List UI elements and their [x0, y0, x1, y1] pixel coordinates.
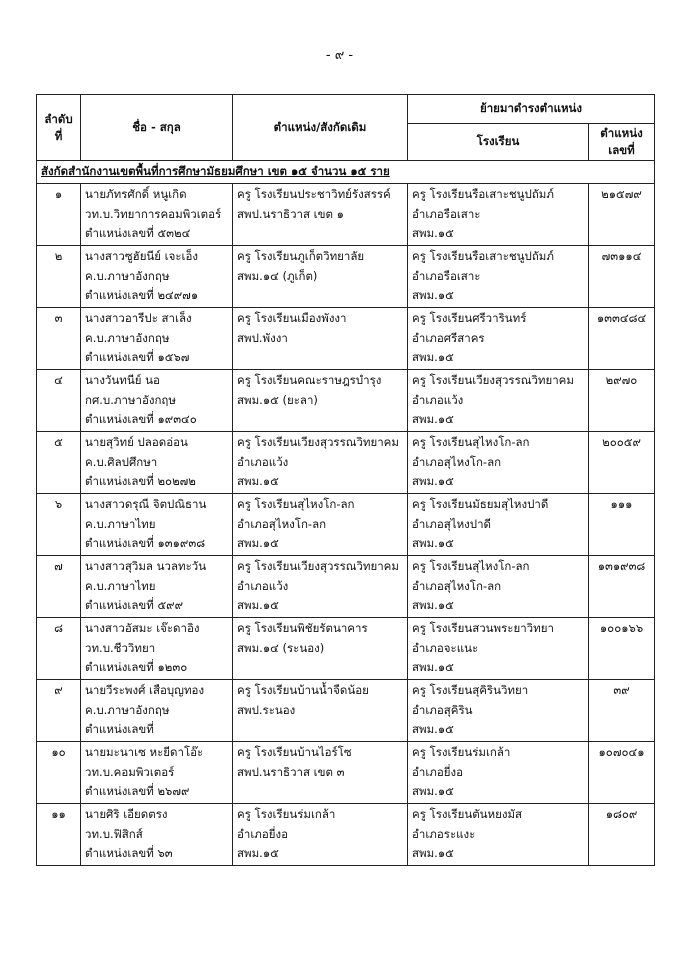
cell-school-line: ครู โรงเรียนตันหยงมัส: [412, 807, 523, 821]
cell-origin-line: ครู โรงเรียนเวียงสุวรรณวิทยาคม: [237, 435, 399, 449]
cell-school-line: อำเภอยี่งอ: [412, 764, 464, 779]
cell-school-line: สพม.๑๕: [412, 660, 454, 674]
cell-school: [408, 804, 589, 866]
cell-origin-line: [237, 286, 403, 306]
cell-name-line: วท.บ.คอมพิวเตอร์: [85, 764, 175, 779]
cell-school-line: ครู โรงเรียนสวนพระยาวิทยา: [412, 621, 554, 635]
cell-name-line: ตำแหน่งเลขที่ ๑๕๖๗: [85, 350, 190, 364]
cell-origin-line: ครู โรงเรียนบ้านน้ำจืดน้อย: [237, 683, 369, 697]
cell-origin: [233, 308, 408, 370]
cell-school-line: อำเภอแว้ง: [412, 392, 464, 407]
table-row: [37, 556, 655, 618]
cell-school-line: สพม.๑๕: [412, 288, 454, 302]
header-seq-bottom: ที่: [54, 128, 63, 143]
cell-school-line: ครู โรงเรียนร่มเกล้า: [412, 745, 511, 759]
cell-school: [408, 618, 589, 680]
cell-school-line: อำเภอจะแนะ: [412, 640, 479, 655]
page-number: - ๙ -: [325, 48, 354, 63]
cell-seq: ๓: [37, 308, 81, 370]
section-title: สังกัดสำนักงานเขตพื้นที่การศึกษามัธยมศึกษา เขต ๑๕ จำนวน ๑๕ ราย: [37, 161, 655, 184]
cell-origin-line: ครู โรงเรียนพิชัยรัตนาคาร: [237, 621, 368, 635]
table-row: [37, 494, 655, 556]
cell-origin-line: [237, 658, 403, 678]
cell-school-line: สพม.๑๕: [412, 784, 454, 798]
cell-position-no: ๑๓๑๙๓๘: [589, 556, 655, 618]
cell-school-line: ครู โรงเรียนรือเสาะชนูปถัมภ์: [412, 187, 554, 201]
cell-origin-line: สพม.๑๔ (ภูเก็ต): [237, 268, 318, 283]
cell-position-no: ๑๐๐๑๖๖: [589, 618, 655, 680]
cell-origin-line: ครู โรงเรียนร่มเกล้า: [237, 807, 336, 821]
cell-school: [408, 308, 589, 370]
cell-seq: ๖: [37, 494, 81, 556]
cell-school-line: สพม.๑๕: [412, 598, 454, 612]
cell-name-line: นางสาวดรุณี จิตปณิธาน: [85, 497, 207, 511]
cell-seq: ๕: [37, 432, 81, 494]
cell-school-line: อำเภอรือเสาะ: [412, 206, 481, 221]
cell-seq: ๒: [37, 246, 81, 308]
cell-name: [81, 556, 233, 618]
cell-name-line: นายภัทรศักดิ์ หนูเกิด: [85, 187, 187, 201]
cell-name-line: ค.บ.ภาษาไทย: [85, 578, 156, 593]
cell-position-no: ๒๐๐๕๙: [589, 432, 655, 494]
cell-name: [81, 680, 233, 742]
header-name: ชื่อ - สกุล: [81, 95, 233, 161]
cell-name-line: นางสาวอัสมะ เจ๊ะดาอิง: [85, 621, 200, 635]
cell-origin-line: [237, 410, 403, 430]
cell-school-line: ครู โรงเรียนศรีวารินทร์: [412, 311, 527, 325]
cell-name: [81, 370, 233, 432]
cell-origin-line: ครู โรงเรียนบ้านไอร์โซ: [237, 745, 352, 759]
cell-origin: [233, 556, 408, 618]
cell-school-line: อำเภอสุคิริน: [412, 702, 473, 717]
cell-school-line: สพม.๑๕: [412, 412, 454, 426]
table-row: [37, 680, 655, 742]
cell-position-no: ๗๓๑๑๔: [589, 246, 655, 308]
cell-position-no: ๑๐๗๐๔๑: [589, 742, 655, 804]
cell-seq: ๗: [37, 556, 81, 618]
cell-name-line: ตำแหน่งเลขที่ ๑๓๑๙๓๘: [85, 536, 206, 550]
cell-school: [408, 246, 589, 308]
cell-position-no: ๓๙: [589, 680, 655, 742]
cell-school: [408, 370, 589, 432]
section-row: [37, 161, 655, 184]
cell-origin: [233, 494, 408, 556]
cell-name-line: นายศิริ เอียดตรง: [85, 807, 168, 821]
cell-school-line: อำเภอศรีสาคร: [412, 330, 485, 345]
cell-origin: [233, 432, 408, 494]
header-school: โรงเรียน: [408, 124, 589, 161]
cell-origin-line: สพม.๑๕: [237, 536, 279, 550]
cell-name: [81, 804, 233, 866]
cell-school-line: สพม.๑๕: [412, 846, 454, 860]
cell-origin-line: ครู โรงเรียนประชาวิทย์รังสรรค์: [237, 187, 391, 201]
header-position-origin: ตำแหน่ง/สังกัดเดิม: [233, 95, 408, 161]
table-row: [37, 432, 655, 494]
header-position-no: [589, 124, 655, 161]
cell-origin: [233, 246, 408, 308]
header-position-no-top: ตำแหน่ง: [600, 126, 643, 140]
cell-name-line: ตำแหน่งเลขที่ ๕๙๙: [85, 598, 184, 612]
cell-school-line: สพม.๑๕: [412, 350, 454, 364]
cell-name: [81, 184, 233, 246]
cell-school-line: ครู โรงเรียนสุคิรินวิทยา: [412, 683, 529, 697]
table-row: [37, 184, 655, 246]
cell-origin-line: ครู โรงเรียนเมืองพังงา: [237, 311, 347, 325]
cell-seq: ๔: [37, 370, 81, 432]
cell-name: [81, 618, 233, 680]
cell-origin-line: สพม.๑๕: [237, 474, 279, 488]
cell-position-no: ๑๑๑: [589, 494, 655, 556]
cell-school-line: อำเภอระแงะ: [412, 826, 476, 841]
cell-name-line: นางสาวอารีปะ สาเล็ง: [85, 311, 192, 325]
cell-position-no: ๑๓๓๔๘๔: [589, 308, 655, 370]
cell-school: [408, 556, 589, 618]
cell-name-line: ตำแหน่งเลขที่ ๒๖๗๙: [85, 784, 190, 798]
cell-origin-line: สพม.๑๔ (ระนอง): [237, 640, 325, 655]
cell-name: [81, 432, 233, 494]
cell-name-line: วท.บ.ชีววิทยา: [85, 640, 156, 655]
table-row: [37, 618, 655, 680]
table-row: [37, 246, 655, 308]
cell-origin: [233, 184, 408, 246]
cell-name-line: ค.บ.ภาษาอังกฤษ: [85, 268, 170, 283]
cell-school-line: สพม.๑๕: [412, 722, 454, 736]
cell-origin-line: สพม.๑๕: [237, 598, 279, 612]
header-position-no-bottom: เลขที่: [608, 143, 635, 157]
cell-school-line: อำเภอรือเสาะ: [412, 268, 481, 283]
cell-name-line: ตำแหน่งเลขที่ ๑๒๓๐: [85, 660, 188, 674]
table-row: [37, 370, 655, 432]
cell-name-line: ตำแหน่งเลขที่ ๒๐๒๗๒: [85, 474, 196, 488]
cell-name: [81, 246, 233, 308]
cell-name-line: ตำแหน่งเลขที่ ๖๓: [85, 846, 173, 860]
cell-origin-line: อำเภอสุไหงโก-ลก: [237, 516, 327, 531]
cell-name-line: ตำแหน่งเลขที่: [85, 722, 154, 736]
cell-origin-line: สพป.ระนอง: [237, 702, 296, 717]
cell-origin: [233, 680, 408, 742]
cell-school: [408, 184, 589, 246]
cell-origin-line: สพป.นราธิวาส เขต ๑: [237, 206, 344, 221]
cell-school-line: อำเภอสุไหงโก-ลก: [412, 578, 502, 593]
cell-name-line: ค.บ.ภาษาอังกฤษ: [85, 702, 170, 717]
cell-origin-line: สพม.๑๕ (ยะลา): [237, 392, 318, 407]
table-row: [37, 308, 655, 370]
cell-name-line: นายมะนาเซ หะยีดาโอ๊ะ: [85, 745, 204, 759]
header-moved-to: ย้ายมาดำรงตำแหน่ง: [408, 95, 655, 124]
cell-name-line: นางวันทนีย์ นอ: [85, 373, 160, 387]
cell-school-line: ครู โรงเรียนสุไหงโก-ลก: [412, 435, 530, 449]
cell-name-line: นางสาวสุวิมล นวลทะวัน: [85, 559, 207, 573]
cell-school: [408, 680, 589, 742]
cell-name-line: ค.บ.ศิลปศึกษา: [85, 454, 158, 469]
header-seq: [37, 95, 81, 161]
cell-origin-line: [237, 782, 403, 802]
cell-position-no: ๒๙๗๐: [589, 370, 655, 432]
cell-school-line: ครู โรงเรียนสุไหงโก-ลก: [412, 559, 530, 573]
cell-school-line: ครู โรงเรียนรือเสาะชนูปถัมภ์: [412, 249, 554, 263]
cell-school-line: อำเภอสุไหงปาดี: [412, 516, 492, 531]
cell-origin: [233, 370, 408, 432]
cell-name-line: วท.บ.ฟิสิกส์: [85, 826, 143, 841]
cell-name-line: ค.บ.ภาษาไทย: [85, 516, 156, 531]
cell-seq: ๘: [37, 618, 81, 680]
cell-origin-line: ครู โรงเรียนสุไหงโก-ลก: [237, 497, 355, 511]
cell-school: [408, 494, 589, 556]
cell-school-line: สพม.๑๕: [412, 226, 454, 240]
cell-name-line: นายสุวิทย์ ปลอดอ่อน: [85, 435, 188, 449]
cell-origin-line: ครู โรงเรียนเวียงสุวรรณวิทยาคม: [237, 559, 399, 573]
cell-name-line: นายวีระพงศ์ เสือบุญทอง: [85, 683, 205, 697]
cell-school-line: สพม.๑๕: [412, 536, 454, 550]
cell-origin: [233, 742, 408, 804]
cell-position-no: ๑๘๐๙: [589, 804, 655, 866]
cell-name-line: กศ.บ.ภาษาอังกฤษ: [85, 392, 176, 407]
cell-origin-line: อำเภอยี่งอ: [237, 826, 289, 841]
header-seq-top: ลำดับ: [44, 111, 73, 126]
cell-school-line: ครู โรงเรียนมัธยมสุไหงปาดี: [412, 497, 549, 511]
cell-origin-line: [237, 348, 403, 368]
cell-origin: [233, 618, 408, 680]
cell-origin-line: ครู โรงเรียนภูเก็ตวิทยาลัย: [237, 249, 365, 263]
cell-origin-line: [237, 224, 403, 244]
cell-origin-line: [237, 720, 403, 740]
cell-seq: ๑๑: [37, 804, 81, 866]
cell-name-line: ค.บ.ภาษาอังกฤษ: [85, 330, 170, 345]
cell-name-line: นางสาวซูฮัยนีย์ เจะเอ็ง: [85, 249, 198, 263]
table-row: [37, 804, 655, 866]
transfer-table: [36, 94, 655, 866]
cell-school: [408, 742, 589, 804]
cell-name-line: ตำแหน่งเลขที่ ๑๙๓๔๐: [85, 412, 197, 426]
cell-name: [81, 494, 233, 556]
cell-name: [81, 742, 233, 804]
cell-school: [408, 432, 589, 494]
cell-name-line: ตำแหน่งเลขที่ ๕๓๒๔: [85, 226, 191, 240]
cell-origin-line: สพม.๑๕: [237, 846, 279, 860]
cell-seq: ๑๐: [37, 742, 81, 804]
cell-school-line: อำเภอสุไหงโก-ลก: [412, 454, 502, 469]
cell-origin-line: อำเภอแว้ง: [237, 454, 289, 469]
cell-origin-line: อำเภอแว้ง: [237, 578, 289, 593]
table-row: [37, 742, 655, 804]
cell-origin-line: สพป.พังงา: [237, 330, 288, 345]
cell-origin-line: สพป.นราธิวาส เขต ๓: [237, 764, 345, 779]
cell-name: [81, 308, 233, 370]
cell-name-line: ตำแหน่งเลขที่ ๒๔๙๗๑: [85, 288, 199, 302]
cell-school-line: ครู โรงเรียนเวียงสุวรรณวิทยาคม: [412, 373, 574, 387]
cell-name-line: วท.บ.วิทยาการคอมพิวเตอร์: [85, 206, 222, 221]
cell-origin-line: ครู โรงเรียนคณะราษฎรบำรุง: [237, 373, 382, 387]
cell-position-no: ๒๑๕๗๙: [589, 184, 655, 246]
cell-school-line: สพม.๑๕: [412, 474, 454, 488]
cell-seq: ๙: [37, 680, 81, 742]
cell-origin: [233, 804, 408, 866]
cell-seq: ๑: [37, 184, 81, 246]
